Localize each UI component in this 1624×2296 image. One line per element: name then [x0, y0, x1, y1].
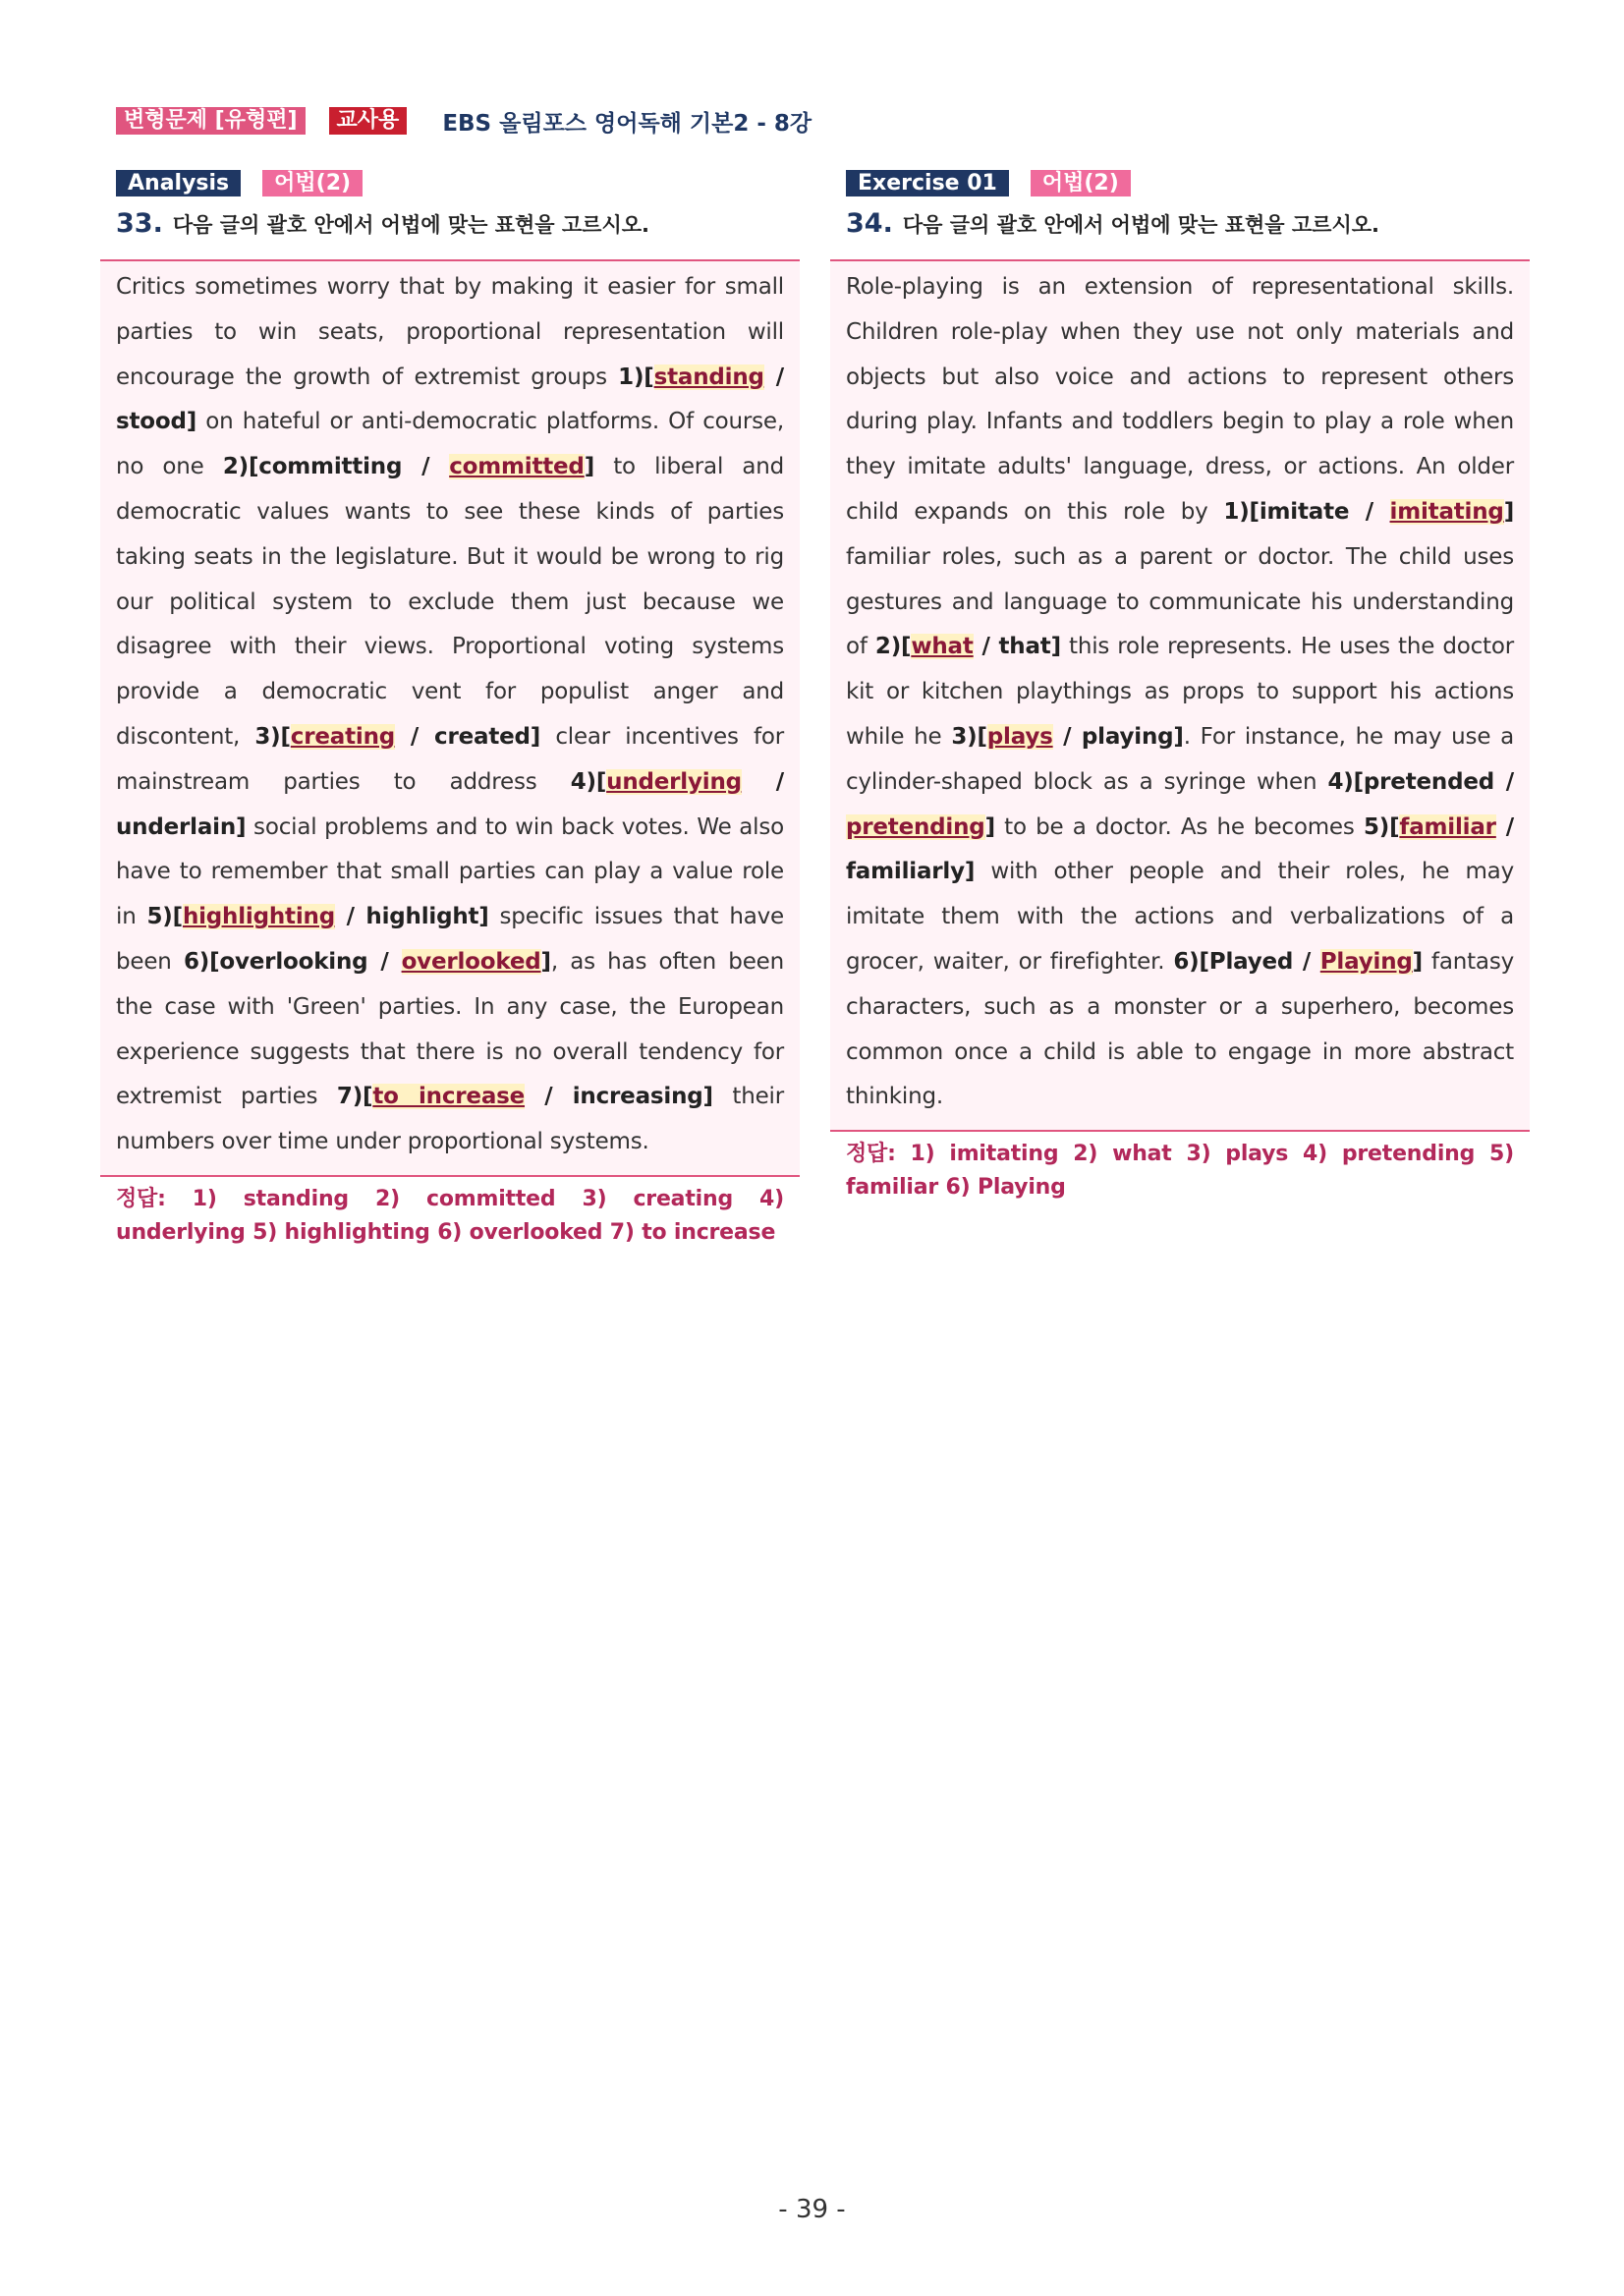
choice-bracket: 5)[	[146, 904, 183, 930]
correct-choice: imitating	[1389, 498, 1504, 525]
choice-bracket: ]	[1503, 498, 1514, 525]
choice-bracket: 4)[	[570, 768, 607, 795]
right-tags	[846, 169, 1530, 196]
passage-box	[100, 259, 800, 1177]
choice-bracket: / playing]	[1052, 723, 1184, 750]
choice-bracket: 1)[	[618, 364, 654, 390]
choice-bracket: / that]	[973, 634, 1061, 660]
correct-choice: standing	[653, 364, 764, 390]
choice-bracket: 7)[	[336, 1084, 373, 1110]
type-badge: 변형문제 [유형편]	[116, 107, 306, 135]
left-tags	[116, 169, 800, 196]
choice-bracket: ]	[984, 813, 995, 840]
left-column	[100, 169, 800, 1250]
correct-choice: what	[911, 634, 974, 660]
correct-choice: to increase	[372, 1084, 526, 1110]
page-number: - 39 -	[778, 2195, 846, 2224]
passage-text: Role-playing is an extension of representational skills. Children role-play when they use not only materials and objects but also voice and actions to represent others during play. Infants and toddlers begin to play a role when they imitate adults' language, dress, or actions. An older child expands on this role by 1)[imitate / imitating] familiar roles, such as a parent or doctor. The child uses gestures and language to communicate his understanding of 2)[what / that] this role represents. He uses the doctor kit or kitchen playthings as props to support his actions while he 3)[plays / playing]. For instance, he may use a cylinder-shaped block as a syringe when 4)[pretended / pretending] to be a doctor. As he becomes 5)[familiar / familiarly] with other people and their roles, he may imitate them with the actions and verbalizations of a grocer, waiter, or firefighter. 6)[Played / Playing] fantasy characters, such as a monster or a superhero, becomes common once a child is able to engage in more abstract thinking.	[846, 274, 1515, 1110]
choice-bracket: 1)[imitate /	[1223, 498, 1390, 525]
question-number: 34.	[846, 208, 893, 239]
question-line	[846, 208, 1530, 240]
correct-choice: underlying	[606, 768, 742, 795]
choice-bracket: / stood]	[116, 364, 784, 435]
correct-choice: overlooked	[401, 948, 541, 975]
grammar-tag: 어법(2)	[1031, 170, 1131, 196]
teacher-badge: 교사용	[329, 107, 408, 135]
choice-bracket: ]	[1412, 948, 1423, 975]
choice-bracket: 4)[pretended /	[1327, 768, 1514, 795]
question-line	[116, 208, 800, 240]
page-header	[116, 104, 812, 138]
correct-choice: Playing	[1319, 948, 1413, 975]
question-text: 다음 글의 괄호 안에서 어법에 맞는 표현을 고르시오.	[902, 213, 1380, 237]
choice-bracket: / created]	[395, 723, 541, 750]
grammar-tag: 어법(2)	[262, 170, 363, 196]
analysis-tag: Analysis	[116, 170, 241, 196]
choice-bracket: ]	[540, 948, 551, 975]
choice-bracket: / familiarly]	[846, 813, 1514, 885]
choice-bracket: 2)[	[874, 634, 912, 660]
correct-choice: familiar	[1399, 813, 1496, 840]
answer-key: 정답: 1) imitating 2) what 3) plays 4) pretending 5) familiar 6) Playing	[846, 1142, 1514, 1201]
question-text: 다음 글의 괄호 안에서 어법에 맞는 표현을 고르시오.	[172, 213, 650, 237]
choice-bracket: 2)[committing /	[222, 454, 450, 480]
choice-bracket: / underlain]	[116, 768, 784, 840]
passage-box	[830, 259, 1530, 1132]
choice-bracket: 3)[	[254, 723, 291, 750]
choice-bracket: 5)[	[1363, 813, 1400, 840]
correct-choice: plays	[986, 723, 1053, 750]
correct-choice: highlighting	[182, 904, 335, 930]
choice-bracket: 6)[Played /	[1173, 948, 1320, 975]
correct-choice: creating	[290, 723, 396, 750]
answer-key: 정답: 1) standing 2) committed 3) creating 4) underlying 5) highlighting 6) overlooked 7) to increase	[116, 1186, 784, 1245]
choice-bracket: / highlight]	[334, 904, 489, 930]
right-column	[830, 169, 1530, 1204]
question-number: 33.	[116, 208, 163, 239]
choice-bracket: ]	[584, 454, 595, 480]
choice-bracket: / increasing]	[525, 1084, 713, 1110]
correct-choice: pretending	[846, 813, 985, 840]
choice-bracket: 3)[	[951, 723, 987, 750]
correct-choice: committed	[449, 454, 585, 480]
exercise-tag: Exercise 01	[846, 170, 1009, 196]
passage-text: Critics sometimes worry that by making it easier for small parties to win seats, proportional representation will encourage the growth of extremist groups 1)[standing / stood] on hateful or anti-democratic platforms. Of course, no one 2)[committing / committed] to liberal and democratic values wants to see these kinds of parties taking seats in the legislature. But it would be wrong to rig our political system to exclude them just because we disagree with their views. Proportional voting systems provide a democratic vent for populist anger and discontent, 3)[creating / created] clear incentives for mainstream parties to address 4)[underlying / underlain] social problems and to win back votes. We also have to remember that small parties can play a value role in 5)[highlighting / highlight] specific issues that have been 6)[overlooking / overlooked], as has often been the case with 'Green' parties. In any case, the European experience suggests that there is no overall tendency for extremist parties 7)[to increase / increasing] their numbers over time under proportional systems.	[116, 274, 785, 1155]
choice-bracket: 6)[overlooking /	[183, 948, 402, 975]
document-title: EBS 올림포스 영어독해 기본2 - 8강	[442, 110, 812, 137]
